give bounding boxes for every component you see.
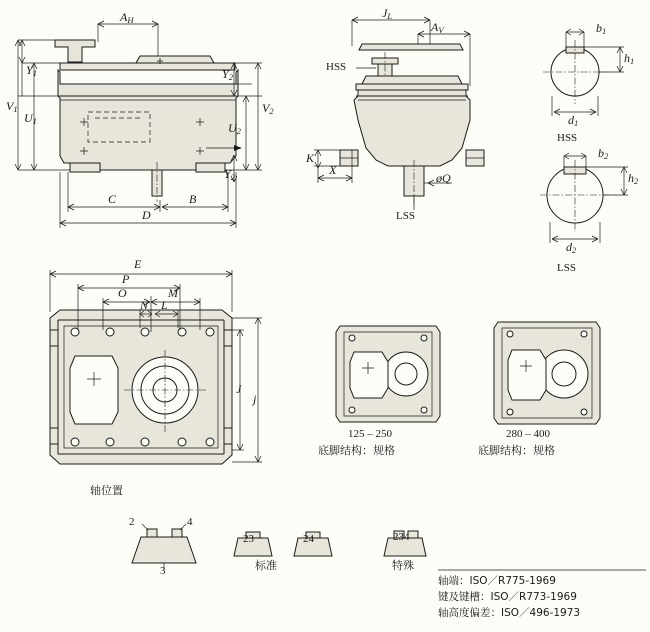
dim-label-E: E — [134, 257, 142, 271]
dim-label-P: P — [122, 272, 130, 286]
dim-label-N: N — [140, 298, 149, 312]
dim-label-Y2-bottom: $Y_2$ — [224, 167, 235, 183]
side-view-group — [314, 17, 484, 210]
label-lss-key: LSS — [557, 262, 576, 274]
dim-label-L: L — [161, 298, 168, 312]
mounting-position-icons-group — [132, 524, 426, 570]
dim-label-J-plan: J — [236, 382, 242, 396]
caption-shaft-position: 轴位置 — [90, 484, 123, 497]
caption-foot-structure-2: 底脚结构：规格 — [478, 444, 555, 457]
caption-foot-structure-1: 底脚结构：规格 — [318, 444, 395, 457]
dim-label-V2: $V_2$ — [262, 101, 274, 117]
dim-label-b2: $b_2$ — [598, 146, 609, 162]
hss-key-section-group — [543, 29, 624, 116]
caption-foot-size-280-400: 280 – 400 — [506, 428, 550, 440]
lss-key-section-group — [540, 153, 628, 243]
front-view-group — [15, 21, 262, 228]
note-shaft-end: 轴端：ISO／R775-1969 — [438, 575, 556, 587]
foot-number-23: 23 — [243, 533, 254, 545]
foot-variant-large-group — [494, 322, 600, 424]
foot-number-234: 234 — [393, 531, 410, 543]
label-hss-key: HSS — [557, 132, 578, 144]
dim-label-V1: $V_1$ — [6, 99, 18, 115]
dim-label-h2: $h_2$ — [628, 171, 639, 187]
dim-label-d1: $d_1$ — [568, 113, 579, 129]
dim-label-j-plan: j — [253, 392, 257, 406]
caption-foot-size-125-250: 125 – 250 — [348, 428, 392, 440]
label-lss-side: LSS — [396, 210, 415, 222]
caption-standard: 标准 — [255, 559, 277, 572]
dim-label-D: D — [142, 208, 151, 222]
foot-number-2: 2 — [129, 516, 135, 528]
note-key-and-keyway: 键及键槽：ISO／R773-1969 — [438, 591, 577, 603]
dim-label-K: K — [306, 151, 315, 165]
dim-label-Q: øQ — [436, 171, 451, 185]
dim-label-d2: $d_2$ — [566, 240, 577, 256]
foot-number-4: 4 — [187, 516, 193, 528]
dim-label-J-L: $J_L$ — [382, 6, 393, 22]
label-hss-side: HSS — [326, 61, 347, 73]
foot-number-3: 3 — [160, 565, 166, 577]
dim-label-Y1: $Y_1$ — [26, 63, 37, 79]
dim-label-X: X — [329, 163, 337, 177]
caption-special: 特殊 — [392, 559, 414, 572]
dim-label-h1: $h_1$ — [624, 51, 635, 67]
dim-label-O: O — [118, 286, 127, 300]
dim-label-C: C — [108, 192, 117, 206]
dim-label-U2: $U_2$ — [228, 121, 241, 137]
dim-label-A-H: $A_H$ — [120, 10, 134, 26]
dim-label-U1: $U_1$ — [24, 111, 37, 127]
plan-view-group — [50, 270, 262, 464]
dim-label-Y2-top: $Y_2$ — [222, 67, 233, 83]
foot-variant-small-group — [336, 326, 440, 422]
dim-label-B: B — [189, 192, 197, 206]
dim-label-b1: $b_1$ — [596, 21, 607, 37]
dim-label-M: M — [168, 286, 178, 300]
note-shaft-height-tolerance: 轴高度偏差：ISO／496-1973 — [438, 607, 581, 619]
foot-number-24: 24 — [303, 533, 314, 545]
dim-label-A-V: $A_V$ — [431, 20, 444, 36]
